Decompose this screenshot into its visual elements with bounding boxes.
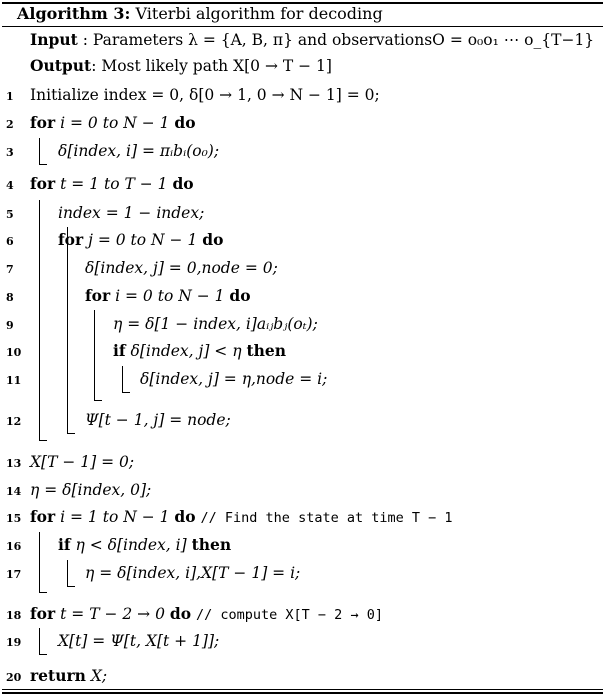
line-number: 5: [6, 208, 14, 221]
code-line-18: [30, 604, 383, 625]
line-number: 7: [6, 263, 14, 276]
block-bar: [39, 200, 47, 441]
line-keyword: for: [30, 174, 56, 193]
line-text: Initialize index = 0, δ[0 → 1, 0 → N − 1] = 0;: [30, 86, 380, 104]
line-number: 11: [6, 374, 22, 387]
line-number: 12: [6, 415, 22, 428]
line-number: 8: [6, 291, 14, 304]
line-text: j = 0 to N − 1: [88, 231, 198, 249]
line-number: 18: [6, 609, 22, 622]
block-bar: [39, 138, 47, 165]
line-text: t = 1 to T − 1: [60, 175, 168, 193]
line-number: 10: [6, 346, 22, 359]
code-line-6: [58, 230, 223, 250]
line-keyword: for: [30, 113, 56, 132]
line-keyword: for: [30, 507, 56, 526]
line-text: index = 1 − index;: [58, 204, 205, 222]
block-bar: [94, 310, 102, 401]
line-number: 20: [6, 671, 22, 684]
input-label: Input: [30, 30, 78, 49]
line-text: η = δ[index, i],X[T − 1] = i;: [85, 564, 301, 582]
line-text: δ[index, j] < η: [130, 342, 242, 360]
code-line-14: [30, 480, 151, 500]
code-line-4: [30, 174, 194, 194]
line-number: 1: [6, 90, 14, 103]
line-text: X[t] = Ψ[t, X[t + 1]];: [58, 632, 220, 650]
code-line-19: [58, 631, 219, 651]
code-line-11: [140, 369, 327, 389]
caption-rule: [2, 26, 603, 27]
line-text: η < δ[index, i]: [75, 536, 187, 554]
line-number: 17: [6, 568, 22, 581]
code-line-5: [58, 203, 204, 223]
line-number: 2: [6, 118, 14, 131]
output-text: : Most likely path X[0 → T − 1]: [91, 57, 332, 75]
code-line-8: [85, 286, 251, 306]
line-number: 6: [6, 235, 14, 248]
line-number: 19: [6, 636, 22, 649]
line-text: X[T − 1] = 0;: [30, 453, 135, 471]
line-number: 4: [6, 179, 14, 192]
block-bar: [39, 628, 47, 655]
caption-label: Algorithm 3:: [17, 4, 131, 23]
line-text: δ[index, i] = πᵢbᵢ(o₀);: [58, 142, 220, 160]
line-text: η = δ[index, 0];: [30, 481, 152, 499]
line-text: η = δ[1 − index, i]aᵢⱼbⱼ(oₜ);: [113, 315, 318, 333]
line-number: 13: [6, 457, 22, 470]
line-keyword-end: do: [172, 174, 194, 193]
line-text: i = 0 to N − 1: [115, 287, 225, 305]
line-number: 14: [6, 485, 22, 498]
algorithm-caption: [17, 4, 383, 23]
code-line-2: [30, 113, 196, 133]
code-line-17: [85, 563, 300, 583]
code-line-15: [30, 507, 453, 528]
code-line-3: [58, 141, 219, 161]
line-number: 15: [6, 512, 22, 525]
bottom-rule-2: [2, 692, 603, 694]
line-keyword-end: then: [191, 535, 232, 554]
line-keyword-end: do: [169, 604, 192, 623]
line-text: δ[index, j] = 0,node = 0;: [85, 259, 278, 277]
caption-title: Viterbi algorithm for decoding: [135, 4, 383, 23]
line-text: δ[index, j] = η,node = i;: [140, 370, 328, 388]
code-line-7: [85, 258, 278, 278]
code-line-20: [30, 666, 107, 686]
line-keyword: for: [30, 604, 56, 623]
output-row: [30, 56, 332, 76]
line-keyword-end: then: [246, 341, 286, 360]
code-line-9: [113, 314, 318, 334]
line-number: 3: [6, 146, 14, 159]
code-line-10: [113, 341, 286, 361]
line-keyword: for: [58, 230, 84, 249]
line-keyword: if: [58, 535, 71, 554]
line-keyword-end: do: [229, 286, 251, 305]
line-text: i = 0 to N − 1: [60, 114, 170, 132]
line-keyword: for: [85, 286, 111, 305]
input-row: [30, 30, 594, 50]
line-text: t = T − 2 → 0: [60, 605, 165, 623]
line-text: i = 1 to N − 1: [60, 508, 170, 526]
line-keyword-end: do: [174, 113, 196, 132]
bottom-rule: [2, 689, 603, 690]
line-keyword: if: [113, 341, 126, 360]
block-bar: [67, 227, 75, 434]
code-line-13: [30, 452, 134, 472]
block-bar: [39, 532, 47, 593]
line-keyword-end: do: [202, 230, 224, 249]
line-comment: // Find the state at time T − 1: [200, 510, 453, 526]
output-label: Output: [30, 56, 92, 75]
block-bar: [67, 560, 75, 587]
input-text: : Parameters λ = {A, B, π} and observationsO = o₀o₁ ⋯ o_{T−1}: [82, 31, 595, 49]
block-bar: [122, 366, 130, 393]
code-line-12: [85, 410, 231, 430]
code-line-16: [58, 535, 231, 555]
line-number: 16: [6, 540, 22, 553]
line-keyword: return: [30, 666, 86, 685]
line-comment: // compute X[T − 2 → 0]: [196, 607, 383, 623]
line-text: X;: [90, 667, 108, 685]
code-line-1: [30, 85, 380, 105]
line-text: Ψ[t − 1, j] = node;: [85, 411, 231, 429]
line-number: 9: [6, 319, 14, 332]
line-keyword-end: do: [174, 507, 196, 526]
